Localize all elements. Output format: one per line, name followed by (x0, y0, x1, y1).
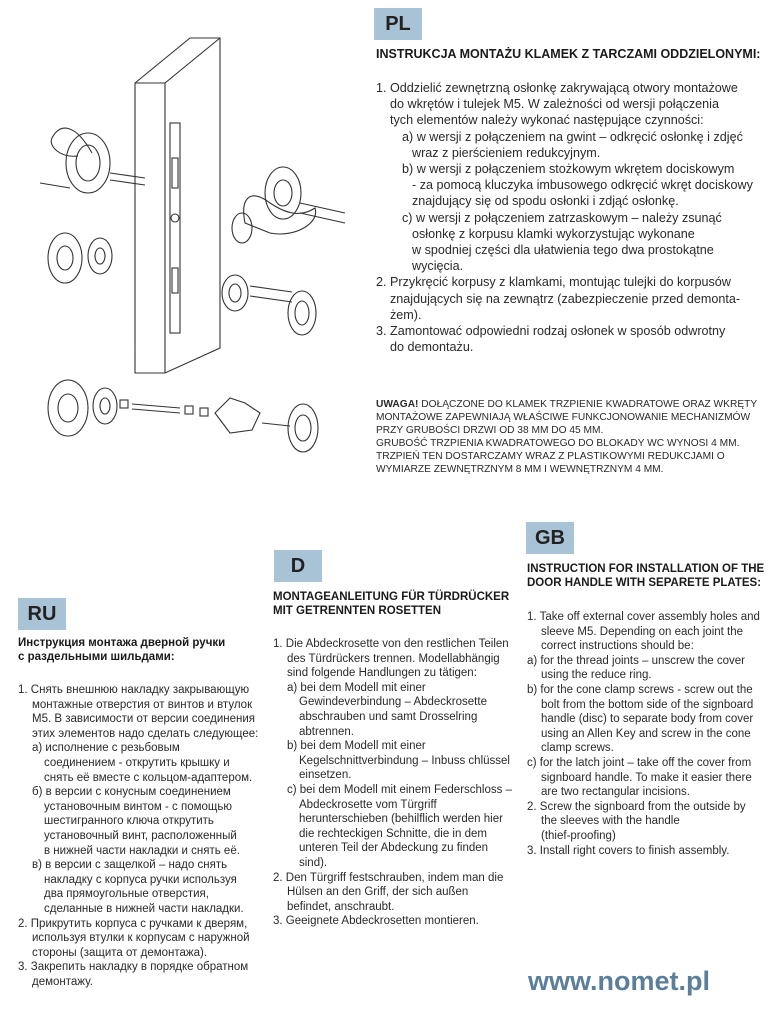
d-title-line: MONTAGEANLEITUNG FÜR TÜRDRÜCKER (273, 591, 510, 603)
d-line: Gewindeverbindung – Abdeckrosette (299, 696, 487, 709)
pl-warning-line: MONTAŻOWE ZAPEWNIAJĄ WŁAŚCIWE FUNKCJONOWANIE MECHANIZMÓW (376, 412, 751, 423)
ru-line: сделанные в нижней части накладки. (44, 902, 244, 915)
website-link[interactable]: www.nomet.pl (528, 966, 710, 996)
rosette-mid-right (222, 275, 248, 311)
pl-title: INSTRUKCJA MONTAŻU KLAMEK Z TARCZAMI ODDZIELONYMI: (376, 47, 761, 61)
d-line: 1. Die Abdeckrosette von den restlichen Teilen (273, 638, 509, 650)
pl-line: do wkrętów i tulejek M5. W zależności od wersji połączenia (390, 97, 719, 112)
d-line: herunterschieben (behilflich werden hier (299, 813, 503, 826)
badge-gb: GB (526, 522, 574, 554)
pl-line: c) w wersji z połączeniem zatrzaskowym – należy zsunąć (402, 210, 722, 225)
pl-warning-line: DOŁĄCZONE DO KLAMEK TRZPIENIE KWADRATOWE ORAZ WKRĘTY (418, 399, 758, 410)
pl-line: 2. Przykręcić korpusy z klamkami, montując tulejki do korpusów (376, 275, 731, 290)
d-line: sind folgende Handlungen zu tätigen: (287, 667, 477, 680)
badge-ru: RU (18, 598, 66, 630)
d-title-line: MIT GETRENNTEN ROSETTEN (273, 605, 442, 617)
gb-line: correct instructions should be: (541, 640, 694, 653)
ru-line: 2. Прикрутить корпуса с ручками к дверям, (18, 917, 248, 930)
rosette-mid-left (48, 233, 82, 283)
d-title (273, 590, 509, 618)
gb-line: 3. Install right covers to finish assembly. (527, 844, 730, 857)
pl-line: osłonkę z korpusu klamki wykorzystując wykonane (412, 226, 695, 241)
gb-line: using an Allen Key and screw in the cone (541, 727, 751, 740)
ru-line: используя втулки к корпусам с наружной (32, 932, 250, 945)
gb-line: sleeve M5. Depending on each joint the (541, 625, 744, 638)
pl-line: 1. Oddzielić zewnętrzną osłonkę zakrywającą otwory montażowe (376, 81, 738, 95)
pl-warning-line: GRUBOŚĆ TRZPIENIA KWADRATOWEGO DO BLOKADY WC WYNOSI 4 MM. (376, 438, 740, 449)
d-line: unteren Teil der Abdeckung zu finden (299, 842, 489, 855)
gb-line: signboard handle. To make it easier there (541, 771, 752, 784)
pl-line: - za pomocą kluczyka imbusowego odkręcić wkręt dociskowy (412, 178, 753, 193)
d-line: Kegelschnittverbindung – Inbuss chlüssel (299, 754, 510, 767)
badge-pl: PL (374, 8, 422, 40)
ru-title (18, 636, 225, 664)
gb-line: c) for the latch joint – take off the cover from (527, 756, 752, 769)
gb-line: using the reduce ring. (541, 669, 652, 682)
gb-line: bolt from the bottom side of the signboard (541, 698, 754, 711)
pl-line: znajdujących się na zewnątrz (zabezpieczenie przed demonta- (390, 291, 741, 306)
d-line: Abdeckrosette vom Türgriff (299, 798, 437, 811)
ru-line: шестигранного ключа открутить (44, 815, 214, 828)
gb-title-line: DOOR HANDLE WITH SEPARETE PLATES: (527, 577, 762, 589)
ru-line: стороны (защита от демонтажа). (32, 946, 208, 959)
ru-line: 1. Снять внешнюю накладку закрывающую (18, 684, 250, 696)
gb-line: handle (disc) to separate body from cover (541, 713, 754, 726)
d-line: befindet, anschraubt. (287, 900, 395, 913)
gb-line: 2. Screw the signboard from the outside by (527, 800, 746, 813)
d-line: abtrennen. (299, 725, 354, 738)
gb-line: b) for the cone clamp screws - screw out the (527, 683, 753, 696)
ru-line: установочным винтом - с помощью (44, 800, 232, 813)
pl-warning-line: TRZPIEŃ TEN DOSTARCZAMY WRAZ Z PLASTIKOWYMI REDUKCJAMI O (376, 451, 725, 462)
ru-line: снять её вместе с кольцом-адаптером. (44, 771, 253, 784)
d-line: 2. Den Türgriff festschrauben, indem man die (273, 871, 504, 884)
pl-warning-label: UWAGA! (376, 399, 419, 410)
rosette-lower-left (48, 380, 88, 436)
d-line: c) bei dem Modell mit einem Federschloss – (287, 783, 512, 796)
pl-warning (376, 398, 757, 476)
ru-title-line: Инструкция монтажа дверной ручки (18, 637, 226, 649)
rosette-upper-right (265, 167, 301, 219)
pl-warning-line: PRZY GRUBOŚCI DRZWI OD 38 MM DO 45 MM. (376, 425, 604, 436)
pl-line: w spodniej części dla ułatwienia tego dwa prostokątne (412, 243, 714, 258)
d-line: sind). (299, 856, 328, 869)
rosette-upper-left (66, 133, 110, 193)
pl-line: znajdujący się od spodu osłonki i zdjąć osłonkę. (412, 194, 679, 209)
ru-line: демонтажу. (32, 975, 93, 988)
d-line: a) bei dem Modell mit einer (287, 681, 426, 694)
pl-line: wycięcia. (412, 259, 464, 274)
pl-line: b) w wersji z połączeniem stożkowym wkrętem dociskowym (402, 162, 735, 177)
d-line: die rechteckigen Schnitte, die in dem (299, 827, 487, 840)
d-line: Hülsen an den Griff, der sich außen (287, 886, 469, 899)
door-slab (135, 38, 220, 373)
gb-line: (thief-proofing) (541, 829, 616, 842)
badge-d: D (274, 550, 322, 582)
gb-title-line: INSTRUCTION FOR INSTALLATION OF THE (527, 563, 765, 575)
ru-line: монтажные отверстия от винтов и втулок (32, 698, 253, 711)
ru-line: этих элементов надо сделать следующее: (32, 727, 259, 740)
ru-line: в нижней части накладки и снять её. (44, 844, 240, 857)
ru-line: установочный винт, расположенный (44, 829, 237, 842)
d-line: abschrauben und samt Drosselring (299, 710, 478, 723)
pl-line: 3. Zamontować odpowiedni rodzaj osłonek w sposób odwrotny (376, 324, 726, 339)
d-line: des Türdrückers trennen. Modellabhängig (287, 652, 500, 665)
ru-line: накладку с корпуса ручки используя (44, 873, 237, 886)
gb-line: the sleeves with the handle (541, 815, 680, 828)
gb-title (527, 562, 764, 590)
ru-line: соединением - открутить крышку и (44, 756, 230, 769)
rosette-lower-right (288, 404, 318, 452)
ru-line: 3. Закрепить накладку в порядке обратном (18, 961, 249, 974)
gb-line: 1. Take off external cover assembly holes and (527, 611, 760, 623)
ru-line: а) исполнение с резьбовым (32, 742, 180, 755)
d-line: einsetzen. (299, 769, 352, 782)
gb-line: clamp screws. (541, 742, 614, 755)
ru-line: два прямоугольные отверстия, (44, 888, 209, 901)
pl-line: do demontażu. (390, 340, 474, 355)
ru-line: в) в версии с защелкой – надо снять (32, 859, 228, 872)
gb-instructions (527, 610, 760, 858)
pl-line: a) w wersji z połączeniem na gwint – odkręcić osłonkę i zdjęć (402, 129, 743, 144)
ru-title-line: с раздельными шильдами: (18, 651, 175, 663)
ru-instructions (18, 683, 258, 989)
pl-line: tych elementów należy wykonać następujące czynności: (390, 113, 704, 128)
ru-line: М5. В зависимости от версии соединения (32, 713, 256, 726)
pl-warning-line: WYMIARZE ZEWNĘTRZNYM 8 MM I WEWNĘTRZNYM 4 MM. (376, 464, 664, 475)
d-instructions (273, 637, 512, 929)
door-handle-exploded-illustration (30, 28, 360, 468)
pl-line: żem). (390, 307, 422, 322)
gb-line: are two rectangular incisions. (541, 786, 690, 799)
d-line: 3. Geeignete Abdeckrosetten montieren. (273, 915, 479, 928)
d-line: b) bei dem Modell mit einer (287, 740, 426, 753)
pl-instructions (376, 80, 753, 355)
pl-line: wraz z pierścieniem redukcyjnym. (412, 145, 601, 160)
ru-line: б) в версии с конусным соединением (32, 786, 231, 799)
gb-line: a) for the thread joints – unscrew the cover (527, 654, 745, 667)
